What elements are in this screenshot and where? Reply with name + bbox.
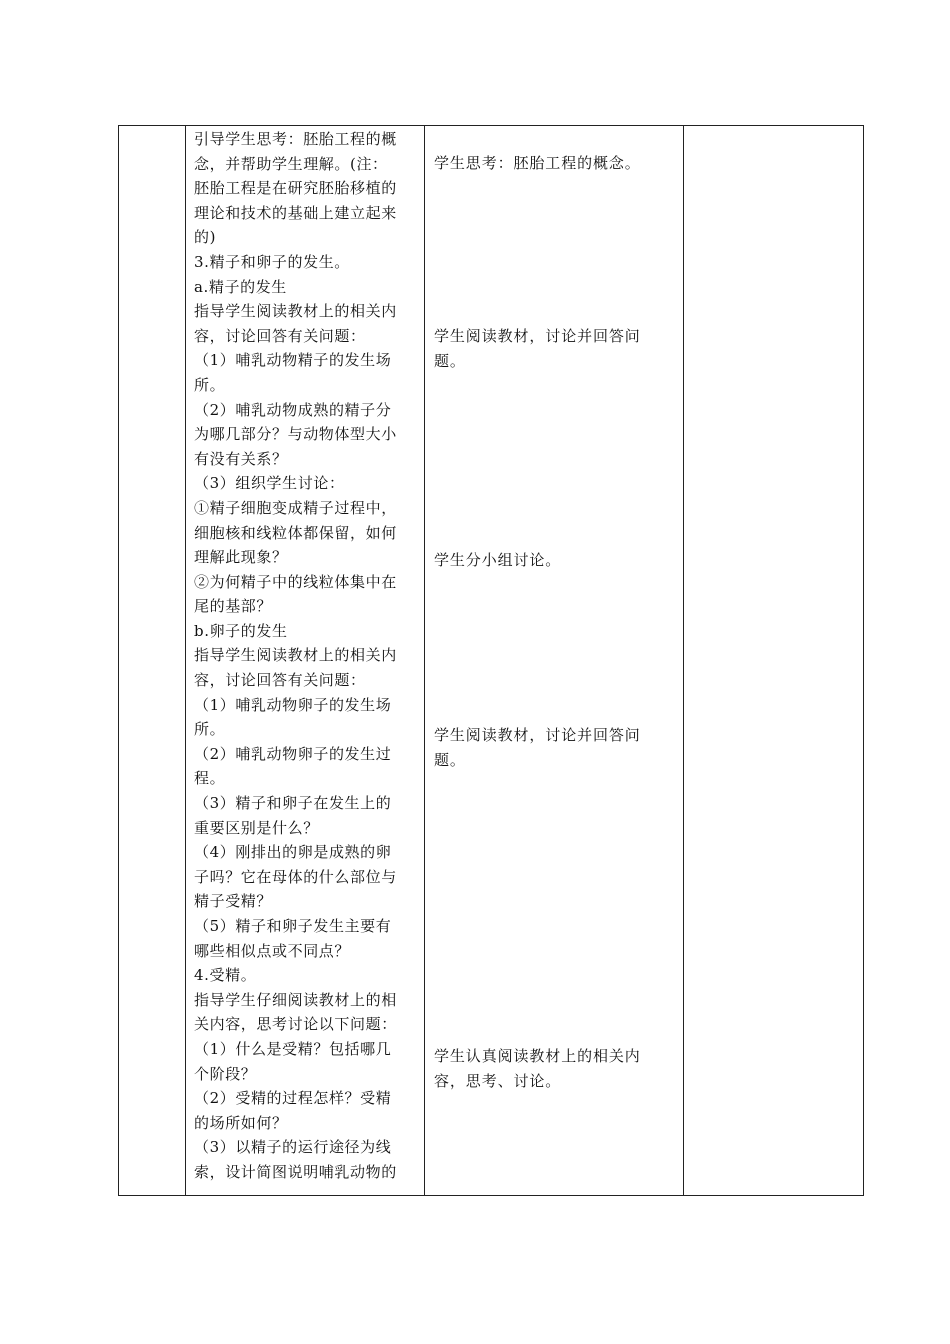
teacher-text-line: 的场所如何？ (194, 1113, 288, 1132)
teacher-activity-cell (194, 126, 419, 1195)
column-divider (683, 126, 684, 1195)
teacher-text-line: 指导学生阅读教材上的相关内 (194, 646, 397, 665)
student-activity-text (434, 723, 641, 772)
teacher-text-line: 胚胎工程是在研究胚胎移植的 (194, 179, 397, 198)
teacher-text-line: 索，设计简图说明哺乳动物的 (194, 1162, 397, 1181)
student-activity-cell (434, 126, 679, 1195)
teacher-text-line: 念，并帮助学生理解。(注： (194, 154, 388, 173)
lesson-plan-table (118, 125, 864, 1196)
teacher-text-line: 指导学生阅读教材上的相关内 (194, 302, 397, 321)
teacher-text-line: （1）什么是受精？包括哪几 (194, 1039, 392, 1058)
student-activity-text (434, 151, 641, 176)
teacher-text-line: 4.受精。 (194, 966, 257, 985)
teacher-text-line: 引导学生思考：胚胎工程的概 (194, 130, 397, 148)
teacher-text-line: 细胞核和线粒体都保留，如何 (194, 523, 397, 542)
teacher-text-line: 尾的基部？ (194, 597, 273, 616)
teacher-text-line: 精子受精？ (194, 892, 273, 911)
teacher-text-line: ②为何精子中的线粒体集中在 (194, 572, 397, 591)
student-text-line: 学生认真阅读教材上的相关内 (434, 1047, 641, 1065)
student-text-line: 题。 (434, 351, 466, 370)
teacher-text-line: 关内容，思考讨论以下问题： (194, 1015, 397, 1034)
teacher-text-line: （3）精子和卵子在发生上的 (194, 794, 392, 813)
teacher-text-line: a.精子的发生 (194, 277, 287, 296)
teacher-text-line: 容，讨论回答有关问题： (194, 326, 366, 345)
teacher-text-line: （3）以精子的运行途径为线 (194, 1138, 392, 1157)
teacher-text-line: （2）哺乳动物卵子的发生过 (194, 744, 392, 763)
teacher-text-line: 的) (194, 228, 217, 247)
teacher-text-line: 个阶段？ (194, 1064, 257, 1083)
teacher-text-line: 子吗？它在母体的什么部位与 (194, 867, 397, 886)
teacher-text-line: （1）哺乳动物精子的发生场 (194, 351, 392, 370)
teacher-text-line: 指导学生仔细阅读教材上的相 (194, 990, 397, 1009)
teacher-text-line: 所。 (194, 720, 226, 739)
teacher-text-line: 程。 (194, 769, 226, 788)
teacher-text-line: 为哪几部分？与动物体型大小 (194, 425, 397, 444)
student-text-line: 学生阅读教材，讨论并回答问 (434, 726, 641, 744)
teacher-text-line: 理解此现象？ (194, 548, 288, 567)
column-divider (424, 126, 425, 1195)
teacher-text-line: 有没有关系？ (194, 449, 288, 468)
teacher-text-line: （2）哺乳动物成熟的精子分 (194, 400, 392, 419)
teacher-text-line: 重要区别是什么？ (194, 818, 319, 837)
student-text-line: 题。 (434, 750, 466, 769)
student-activity-text (434, 548, 561, 573)
teacher-text-line: （1）哺乳动物卵子的发生场 (194, 695, 392, 714)
student-activity-text (434, 1044, 641, 1093)
student-text-line: 学生分小组讨论。 (434, 551, 562, 569)
student-text-line: 学生思考：胚胎工程的概念。 (434, 154, 641, 172)
teacher-text-line: 所。 (194, 375, 226, 394)
teacher-text-line: b.卵子的发生 (194, 621, 288, 640)
teacher-text-line: 理论和技术的基础上建立起来 (194, 203, 397, 222)
teacher-text-line: （4）刚排出的卵是成熟的卵 (194, 843, 392, 862)
teacher-text-line: ①精子细胞变成精子过程中， (194, 498, 397, 517)
teacher-text-line: （2）受精的过程怎样？受精 (194, 1089, 392, 1108)
teacher-text-line: 3.精子和卵子的发生。 (194, 252, 350, 271)
student-text-line: 容，思考、讨论。 (434, 1071, 562, 1090)
student-text-line: 学生阅读教材，讨论并回答问 (434, 327, 641, 345)
teacher-text-line: （5）精子和卵子发生主要有 (194, 917, 392, 935)
teacher-text-line: 哪些相似点或不同点？ (194, 941, 351, 960)
student-activity-text (434, 324, 641, 373)
teacher-text-line: （3）组织学生讨论： (194, 474, 345, 493)
teacher-text-line: 容，讨论回答有关问题： (194, 671, 366, 690)
column-divider (185, 126, 186, 1195)
